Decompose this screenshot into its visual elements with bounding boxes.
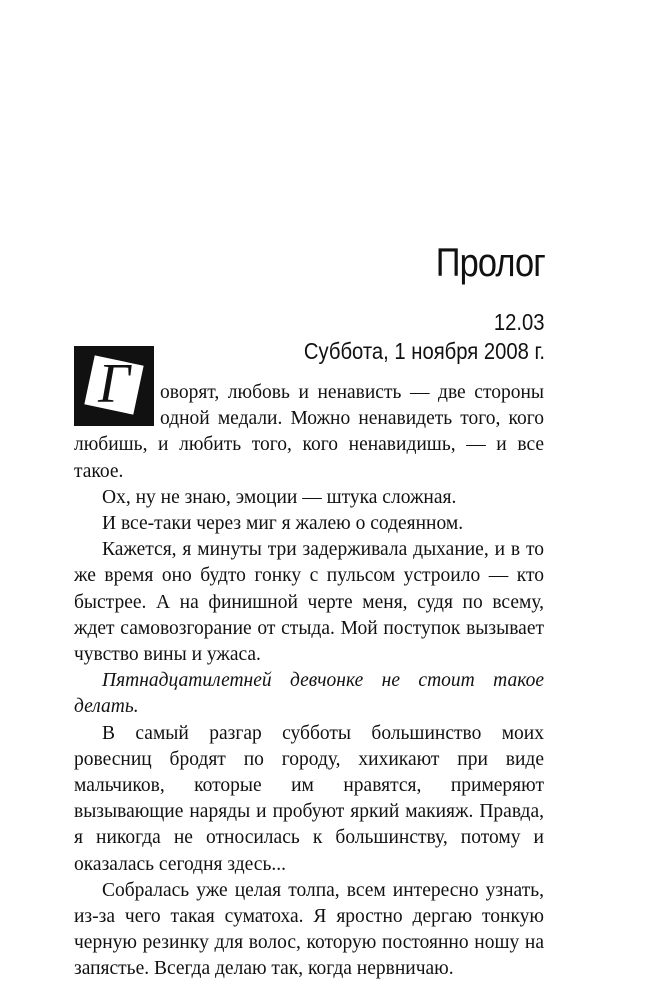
paragraph-6: В самый разгар субботы большинство моих ровесниц бродят по городу, хихикают при виде мальчиков, которые им нравятся, примеряют вызывающие наряды и пробуют яркий макияж. Правда, я никогда не относилась к большинству, потому и оказалась сегодня здесь... bbox=[74, 722, 544, 875]
paragraph-7: Собралась уже целая толпа, всем интересно узнать, из-за чего такая суматоха. Я яростно дергаю тонкую черную резинку для волос, которую постоянно ношу на запястье. Всегда делаю так, когда нервничаю. bbox=[74, 879, 544, 980]
chapter-date: Суббота, 1 ноября 2008 г. bbox=[303, 338, 545, 364]
chapter-body bbox=[74, 353, 544, 983]
chapter-title: Пролог bbox=[435, 241, 545, 285]
paragraph-1 bbox=[74, 353, 544, 485]
paragraph-3: И все-таки через миг я жалею о содеянном. bbox=[102, 513, 464, 535]
dropcap-letter: Г bbox=[98, 353, 130, 415]
paragraph-2: Ох, ну не знаю, эмоции — штука сложная. bbox=[102, 486, 457, 508]
paragraph-4: Кажется, я минуты три задерживала дыхание, и в то же время оно будто гонку с пульсом устроило — кто быстрее. А на финишной черте меня, судя по всему, ждет самовозгорание от стыда. Мой поступок вызывает чувство вины и ужаса. bbox=[74, 539, 544, 666]
paragraph-5-italic: Пятнадцатилетней девчонке не стоит такое делать. bbox=[74, 670, 544, 718]
paragraph-1-text: оворят, любовь и ненависть — две стороны одной медали. Можно ненавидеть того, кого любишь, и любить того, кого ненавидишь, — и все такое. bbox=[74, 382, 544, 482]
chapter-time: 12.03 bbox=[494, 309, 545, 335]
dropcap-ornament bbox=[74, 346, 154, 426]
